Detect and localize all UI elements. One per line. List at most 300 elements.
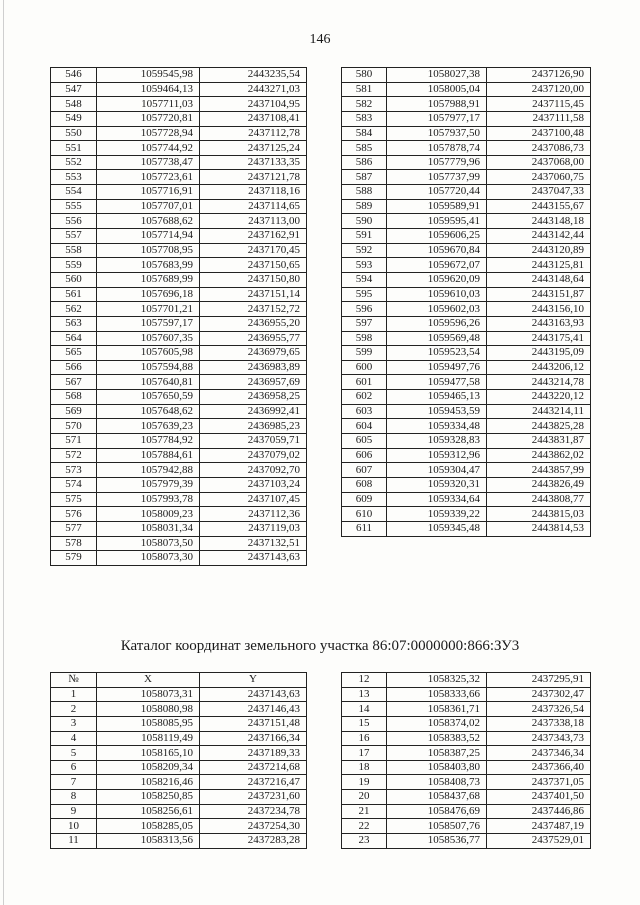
coord-x: 1057779,96 <box>387 155 487 170</box>
coord-x: 1058403,80 <box>387 760 487 775</box>
coord-y: 2437133,35 <box>200 155 307 170</box>
table-row <box>51 316 307 331</box>
point-number: 557 <box>51 229 97 244</box>
coord-x: 1057650,59 <box>97 390 200 405</box>
table-row <box>51 746 307 761</box>
coord-y: 2443151,87 <box>487 287 591 302</box>
coord-x: 1059620,09 <box>387 272 487 287</box>
point-number: 609 <box>342 492 387 507</box>
table-row <box>342 272 591 287</box>
coord-y: 2437371,05 <box>487 775 591 790</box>
table-row <box>51 68 307 83</box>
table-row <box>51 521 307 536</box>
point-number: 575 <box>51 492 97 507</box>
point-number: 562 <box>51 302 97 317</box>
coord-y: 2443815,03 <box>487 507 591 522</box>
coord-x: 1059328,83 <box>387 434 487 449</box>
coord-x: 1057988,91 <box>387 97 487 112</box>
table-row <box>342 419 591 434</box>
coord-y: 2443156,10 <box>487 302 591 317</box>
table-row <box>51 229 307 244</box>
coord-y: 2437152,72 <box>200 302 307 317</box>
table-row <box>51 375 307 390</box>
coord-x: 1059595,41 <box>387 214 487 229</box>
coord-x: 1059464,13 <box>97 82 200 97</box>
point-number: 18 <box>342 760 387 775</box>
point-number: 596 <box>342 302 387 317</box>
point-number: 550 <box>51 126 97 141</box>
point-number: 546 <box>51 68 97 83</box>
table-row <box>51 82 307 97</box>
table-row <box>342 404 591 419</box>
table-row <box>51 97 307 112</box>
coord-x: 1058073,31 <box>97 687 200 702</box>
coord-y: 2437150,65 <box>200 258 307 273</box>
coord-x: 1058209,34 <box>97 760 200 775</box>
coord-x: 1057640,81 <box>97 375 200 390</box>
coord-y: 2437326,54 <box>487 702 591 717</box>
coord-x: 1058408,73 <box>387 775 487 790</box>
coord-y: 2437151,14 <box>200 287 307 302</box>
coord-x: 1057728,94 <box>97 126 200 141</box>
coord-x: 1059589,91 <box>387 199 487 214</box>
coord-y: 2437170,45 <box>200 243 307 258</box>
table-row <box>51 448 307 463</box>
coordinates-table-1-right <box>341 67 591 537</box>
coord-y: 2437118,16 <box>200 185 307 200</box>
coord-x: 1058374,02 <box>387 716 487 731</box>
catalog-title: Каталог координат земельного участка 86:07:0000000:866:ЗУ3 <box>120 638 520 654</box>
coord-y: 2437086,73 <box>487 141 591 156</box>
point-number: 602 <box>342 390 387 405</box>
table-row <box>342 731 591 746</box>
coord-y: 2437104,95 <box>200 97 307 112</box>
point-number: 6 <box>51 760 97 775</box>
table-row <box>51 731 307 746</box>
point-number: 595 <box>342 287 387 302</box>
coord-y: 2443195,09 <box>487 346 591 361</box>
point-number: 4 <box>51 731 97 746</box>
table-header-row <box>51 673 307 688</box>
coord-y: 2437111,58 <box>487 111 591 126</box>
point-number: 565 <box>51 346 97 361</box>
coord-y: 2436958,25 <box>200 390 307 405</box>
coord-x: 1059334,64 <box>387 492 487 507</box>
coord-y: 2437126,90 <box>487 68 591 83</box>
table-row <box>51 302 307 317</box>
point-number: 582 <box>342 97 387 112</box>
coord-y: 2443271,03 <box>200 82 307 97</box>
coord-y: 2443163,93 <box>487 316 591 331</box>
table-row <box>342 507 591 522</box>
coord-x: 1058387,25 <box>387 746 487 761</box>
coord-y: 2437103,24 <box>200 477 307 492</box>
table-row <box>342 214 591 229</box>
point-number: 598 <box>342 331 387 346</box>
coord-y: 2437214,68 <box>200 760 307 775</box>
point-number: 22 <box>342 819 387 834</box>
table-row <box>342 243 591 258</box>
coord-y: 2437100,48 <box>487 126 591 141</box>
coord-x: 1058027,38 <box>387 68 487 83</box>
point-number: 563 <box>51 316 97 331</box>
coord-y: 2437487,19 <box>487 819 591 834</box>
point-number: 572 <box>51 448 97 463</box>
coord-y: 2443175,41 <box>487 331 591 346</box>
coord-x: 1057696,18 <box>97 287 200 302</box>
table-row <box>342 316 591 331</box>
point-number: 593 <box>342 258 387 273</box>
coord-x: 1057716,91 <box>97 185 200 200</box>
point-number: 567 <box>51 375 97 390</box>
point-number: 555 <box>51 199 97 214</box>
coord-y: 2437132,51 <box>200 536 307 551</box>
coord-x: 1059497,76 <box>387 360 487 375</box>
table-row <box>51 419 307 434</box>
coord-y: 2443214,11 <box>487 404 591 419</box>
coord-x: 1059339,22 <box>387 507 487 522</box>
coord-x: 1059320,31 <box>387 477 487 492</box>
coord-y: 2437115,45 <box>487 97 591 112</box>
coord-y: 2437121,78 <box>200 170 307 185</box>
coord-x: 1058313,56 <box>97 834 200 849</box>
point-number: 16 <box>342 731 387 746</box>
table-row <box>51 272 307 287</box>
coord-y: 2437120,00 <box>487 82 591 97</box>
table-row <box>51 214 307 229</box>
coord-x: 1059670,84 <box>387 243 487 258</box>
coord-y: 2437231,60 <box>200 790 307 805</box>
coord-y: 2436979,65 <box>200 346 307 361</box>
coord-y: 2437338,18 <box>487 716 591 731</box>
coord-x: 1057707,01 <box>97 199 200 214</box>
point-number: 551 <box>51 141 97 156</box>
coord-y: 2437092,70 <box>200 463 307 478</box>
table-row <box>51 790 307 805</box>
table-row <box>51 463 307 478</box>
coord-y: 2436955,77 <box>200 331 307 346</box>
coord-y: 2437108,41 <box>200 111 307 126</box>
coord-x: 1059477,58 <box>387 375 487 390</box>
coord-x: 1057977,17 <box>387 111 487 126</box>
point-number: 587 <box>342 170 387 185</box>
table-row <box>342 331 591 346</box>
table-row <box>342 258 591 273</box>
coord-x: 1059304,47 <box>387 463 487 478</box>
page-edge-line <box>3 0 4 905</box>
coord-y: 2437143,63 <box>200 551 307 566</box>
coord-y: 2437366,40 <box>487 760 591 775</box>
table-row <box>342 702 591 717</box>
point-number: 20 <box>342 790 387 805</box>
table-row <box>51 111 307 126</box>
coord-x: 1058005,04 <box>387 82 487 97</box>
table-row <box>342 834 591 849</box>
table-row <box>342 126 591 141</box>
table-row <box>51 258 307 273</box>
point-number: 9 <box>51 804 97 819</box>
coord-x: 1057714,94 <box>97 229 200 244</box>
point-number: 7 <box>51 775 97 790</box>
table-row <box>342 97 591 112</box>
coord-y: 2437125,24 <box>200 141 307 156</box>
coord-x: 1057711,03 <box>97 97 200 112</box>
coord-x: 1059606,25 <box>387 229 487 244</box>
coord-x: 1057607,35 <box>97 331 200 346</box>
point-number: 3 <box>51 716 97 731</box>
coord-y: 2437189,33 <box>200 746 307 761</box>
coord-x: 1059545,98 <box>97 68 200 83</box>
coord-y: 2443155,67 <box>487 199 591 214</box>
point-number: 573 <box>51 463 97 478</box>
table-row <box>51 834 307 849</box>
point-number: 5 <box>51 746 97 761</box>
point-number: 583 <box>342 111 387 126</box>
coord-y: 2437446,86 <box>487 804 591 819</box>
coord-x: 1058073,50 <box>97 536 200 551</box>
coord-y: 2437119,03 <box>200 521 307 536</box>
table-row <box>51 760 307 775</box>
coord-y: 2436957,69 <box>200 375 307 390</box>
coord-x: 1057688,62 <box>97 214 200 229</box>
coord-y: 2437401,50 <box>487 790 591 805</box>
coord-x: 1057744,92 <box>97 141 200 156</box>
coord-x: 1057720,81 <box>97 111 200 126</box>
coord-y: 2437216,47 <box>200 775 307 790</box>
table-row <box>51 331 307 346</box>
point-number: 608 <box>342 477 387 492</box>
table-row <box>51 804 307 819</box>
table-row <box>342 492 591 507</box>
point-number: 599 <box>342 346 387 361</box>
point-number: 601 <box>342 375 387 390</box>
coord-y: 2437047,33 <box>487 185 591 200</box>
coord-y: 2443808,77 <box>487 492 591 507</box>
coord-y: 2437283,28 <box>200 834 307 849</box>
coord-y: 2443214,78 <box>487 375 591 390</box>
coord-x: 1059345,48 <box>387 521 487 536</box>
coord-y: 2443125,81 <box>487 258 591 273</box>
point-number: 547 <box>51 82 97 97</box>
table-row <box>342 185 591 200</box>
point-number: 15 <box>342 716 387 731</box>
table-row <box>51 199 307 214</box>
coord-x: 1059602,03 <box>387 302 487 317</box>
table-row <box>342 229 591 244</box>
point-number: 21 <box>342 804 387 819</box>
point-number: 570 <box>51 419 97 434</box>
coord-x: 1059334,48 <box>387 419 487 434</box>
table-row <box>51 434 307 449</box>
coord-x: 1057639,23 <box>97 419 200 434</box>
point-number: 566 <box>51 360 97 375</box>
coord-y: 2437143,63 <box>200 687 307 702</box>
table-row <box>342 375 591 390</box>
point-number: 1 <box>51 687 97 702</box>
coord-x: 1058476,69 <box>387 804 487 819</box>
table-row <box>342 775 591 790</box>
coord-y: 2437529,01 <box>487 834 591 849</box>
coord-x: 1059672,07 <box>387 258 487 273</box>
point-number: 600 <box>342 360 387 375</box>
coord-y: 2443814,53 <box>487 521 591 536</box>
coord-x: 1058361,71 <box>387 702 487 717</box>
coord-x: 1058031,34 <box>97 521 200 536</box>
coord-x: 1057884,61 <box>97 448 200 463</box>
coord-y: 2437234,78 <box>200 804 307 819</box>
table-row <box>51 126 307 141</box>
coord-x: 1058080,98 <box>97 702 200 717</box>
table-row <box>51 477 307 492</box>
coord-y: 2437113,00 <box>200 214 307 229</box>
point-number: 580 <box>342 68 387 83</box>
table-row <box>342 346 591 361</box>
coord-y: 2437295,91 <box>487 673 591 688</box>
point-number: 556 <box>51 214 97 229</box>
table-row <box>51 360 307 375</box>
coord-x: 1059523,54 <box>387 346 487 361</box>
table-row <box>51 141 307 156</box>
table-row <box>51 170 307 185</box>
point-number: 560 <box>51 272 97 287</box>
point-number: 578 <box>51 536 97 551</box>
coord-x: 1057723,61 <box>97 170 200 185</box>
coord-y: 2436985,23 <box>200 419 307 434</box>
coordinates-table-2-left <box>50 672 307 849</box>
coordinates-table-2-right <box>341 672 591 849</box>
table-row <box>342 68 591 83</box>
point-number: 568 <box>51 390 97 405</box>
coord-y: 2443206,12 <box>487 360 591 375</box>
coord-x: 1057720,44 <box>387 185 487 200</box>
coord-y: 2437254,30 <box>200 819 307 834</box>
coord-x: 1057942,88 <box>97 463 200 478</box>
table-row <box>342 521 591 536</box>
coord-y: 2436955,20 <box>200 316 307 331</box>
point-number: 585 <box>342 141 387 156</box>
point-number: 610 <box>342 507 387 522</box>
table-row <box>342 790 591 805</box>
coord-x: 1057738,47 <box>97 155 200 170</box>
point-number: 571 <box>51 434 97 449</box>
coord-y: 2437302,47 <box>487 687 591 702</box>
table-row <box>342 434 591 449</box>
point-number: 607 <box>342 463 387 478</box>
table-row <box>51 536 307 551</box>
coord-y: 2437343,73 <box>487 731 591 746</box>
point-number: 592 <box>342 243 387 258</box>
coord-x: 1057708,95 <box>97 243 200 258</box>
coord-x: 1057937,50 <box>387 126 487 141</box>
coord-x: 1058437,68 <box>387 790 487 805</box>
coord-x: 1059312,96 <box>387 448 487 463</box>
coord-y: 2443220,12 <box>487 390 591 405</box>
point-number: 591 <box>342 229 387 244</box>
coord-x: 1058507,76 <box>387 819 487 834</box>
point-number: 11 <box>51 834 97 849</box>
coord-x: 1059569,48 <box>387 331 487 346</box>
point-number: 586 <box>342 155 387 170</box>
coord-x: 1057683,99 <box>97 258 200 273</box>
header-number: № <box>51 673 97 688</box>
coord-y: 2437112,36 <box>200 507 307 522</box>
point-number: 549 <box>51 111 97 126</box>
coord-x: 1057597,17 <box>97 316 200 331</box>
point-number: 569 <box>51 404 97 419</box>
table-row <box>342 111 591 126</box>
coord-x: 1058165,10 <box>97 746 200 761</box>
table-row <box>342 390 591 405</box>
coord-x: 1059610,03 <box>387 287 487 302</box>
table-row <box>342 448 591 463</box>
coord-x: 1058216,46 <box>97 775 200 790</box>
table-row <box>342 155 591 170</box>
coord-x: 1059453,59 <box>387 404 487 419</box>
point-number: 603 <box>342 404 387 419</box>
table-row <box>342 746 591 761</box>
coord-x: 1057701,21 <box>97 302 200 317</box>
coord-x: 1057648,62 <box>97 404 200 419</box>
point-number: 584 <box>342 126 387 141</box>
coord-x: 1058085,95 <box>97 716 200 731</box>
coord-y: 2443857,99 <box>487 463 591 478</box>
table-row <box>342 360 591 375</box>
table-row <box>342 716 591 731</box>
point-number: 14 <box>342 702 387 717</box>
table-row <box>51 346 307 361</box>
page-number: 146 <box>309 32 331 47</box>
coord-x: 1059465,13 <box>387 390 487 405</box>
point-number: 548 <box>51 97 97 112</box>
coord-x: 1058333,66 <box>387 687 487 702</box>
point-number: 19 <box>342 775 387 790</box>
table-row <box>51 243 307 258</box>
table-row <box>342 82 591 97</box>
coord-y: 2437162,91 <box>200 229 307 244</box>
table-row <box>342 287 591 302</box>
coord-y: 2437151,48 <box>200 716 307 731</box>
point-number: 10 <box>51 819 97 834</box>
table-row <box>51 687 307 702</box>
point-number: 606 <box>342 448 387 463</box>
point-number: 594 <box>342 272 387 287</box>
table-row <box>342 673 591 688</box>
coord-y: 2443862,02 <box>487 448 591 463</box>
coord-y: 2437059,71 <box>200 434 307 449</box>
point-number: 8 <box>51 790 97 805</box>
coord-x: 1057993,78 <box>97 492 200 507</box>
coord-y: 2437112,78 <box>200 126 307 141</box>
table-row <box>342 199 591 214</box>
table-row <box>51 716 307 731</box>
point-number: 17 <box>342 746 387 761</box>
point-number: 605 <box>342 434 387 449</box>
table-row <box>342 687 591 702</box>
point-number: 559 <box>51 258 97 273</box>
coord-x: 1057878,74 <box>387 141 487 156</box>
coord-y: 2443831,87 <box>487 434 591 449</box>
table-row <box>51 404 307 419</box>
point-number: 13 <box>342 687 387 702</box>
coord-y: 2437068,00 <box>487 155 591 170</box>
coord-y: 2437060,75 <box>487 170 591 185</box>
coord-y: 2436983,89 <box>200 360 307 375</box>
point-number: 574 <box>51 477 97 492</box>
table-row <box>51 507 307 522</box>
coord-x: 1058009,23 <box>97 507 200 522</box>
point-number: 2 <box>51 702 97 717</box>
coord-y: 2443148,18 <box>487 214 591 229</box>
